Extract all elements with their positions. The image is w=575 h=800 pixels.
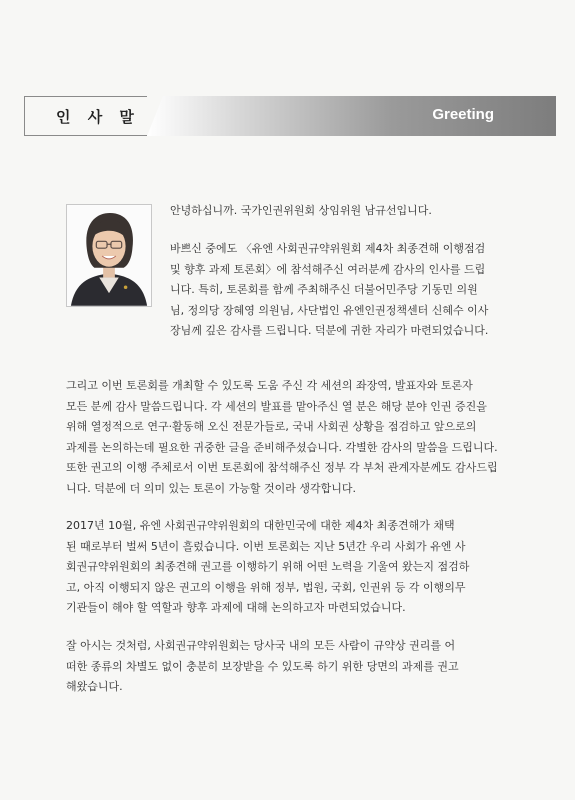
paragraph-line: 고, 아직 이행되지 않은 권고의 이행을 위해 정부, 법원, 국회, 인권위 등 각 이행의무 [66,580,466,594]
paragraph-line: 바쁘신 중에도 〈유엔 사회권규약위원회 제4차 최종견해 이행점검 [170,242,486,255]
greeting-line: 안녕하십니까. 국가인권위원회 상임위원 남규선입니다. [170,204,432,217]
paragraph-4 [66,636,516,698]
paragraph-line: 된 때로부터 벌써 5년이 흘렀습니다. 이번 토론회는 지난 5년간 우리 사회가 유엔 사 [66,539,466,553]
paragraph-line: 또한 권고의 이행 주체로서 이번 토론회에 참석해주신 정부 각 부처 관계자분께도 감사드립 [66,461,498,474]
header-notch [147,96,163,136]
paragraph-line: 및 향후 과제 토론회〉에 참석해주신 여러분께 감사의 인사를 드립 [170,262,486,276]
paragraph-2 [66,376,516,499]
paragraph-1 [170,239,515,342]
header-gradient-bar [147,96,556,136]
paragraph-line: 회권규약위원회의 최종견해 권고를 이행하기 위해 어떤 노력을 기울여 왔는지 점검하 [66,560,470,573]
paragraph-line: 떠한 종류의 차별도 없이 충분히 보장받을 수 있도록 하기 위한 당면의 과제를 권고 [66,659,459,673]
portrait-image [67,205,151,306]
paragraph-line: 니다. 덕분에 더 의미 있는 토론이 가능할 것이라 생각합니다. [66,481,356,495]
paragraph-line: 기관들이 해야 할 역할과 향후 과제에 대해 논의하고자 마련되었습니다. [66,601,406,614]
paragraph-line: 2017년 10월, 유엔 사회권규약위원회의 대한민국에 대한 제4차 최종견해가 채택 [66,519,455,532]
paragraph-line: 니다. 특히, 토론회를 함께 주최해주신 더불어민주당 기동민 의원 [170,283,478,296]
paragraph-line: 해왔습니다. [66,680,123,693]
author-portrait [66,204,152,307]
paragraph-line: 장님께 깊은 감사를 드립니다. 덕분에 귀한 자리가 마련되었습니다. [170,324,489,337]
paragraph-line: 과제를 논의하는데 필요한 귀중한 글을 준비해주셨습니다. 각별한 감사의 말씀을 드립니다. [66,440,498,454]
section-title: 인 사 말 [56,108,140,126]
paragraph-line: 잘 아시는 것처럼, 사회권규약위원회는 당사국 내의 모든 사람이 규약상 권리를 어 [66,639,456,652]
paragraph-line: 위해 열정적으로 연구·활동해 오신 전문가들로, 국내 사회권 상황을 점검하고 앞으로의 [66,420,477,433]
english-title: Greeting [432,106,494,123]
paragraph-line: 그리고 이번 토론회를 개최할 수 있도록 도움 주신 각 세션의 좌장역, 발표자와 토론자 [66,379,473,392]
paragraph-line: 모든 분께 감사 말씀드립니다. 각 세션의 발표를 맡아주신 열 분은 해당 분야 인권 증진을 [66,399,487,413]
paragraph-3 [66,516,516,619]
section-header [24,96,556,136]
paragraph-line: 님, 정의당 장혜영 의원님, 사단법인 유엔인권정책센터 신혜수 이사 [170,303,489,317]
